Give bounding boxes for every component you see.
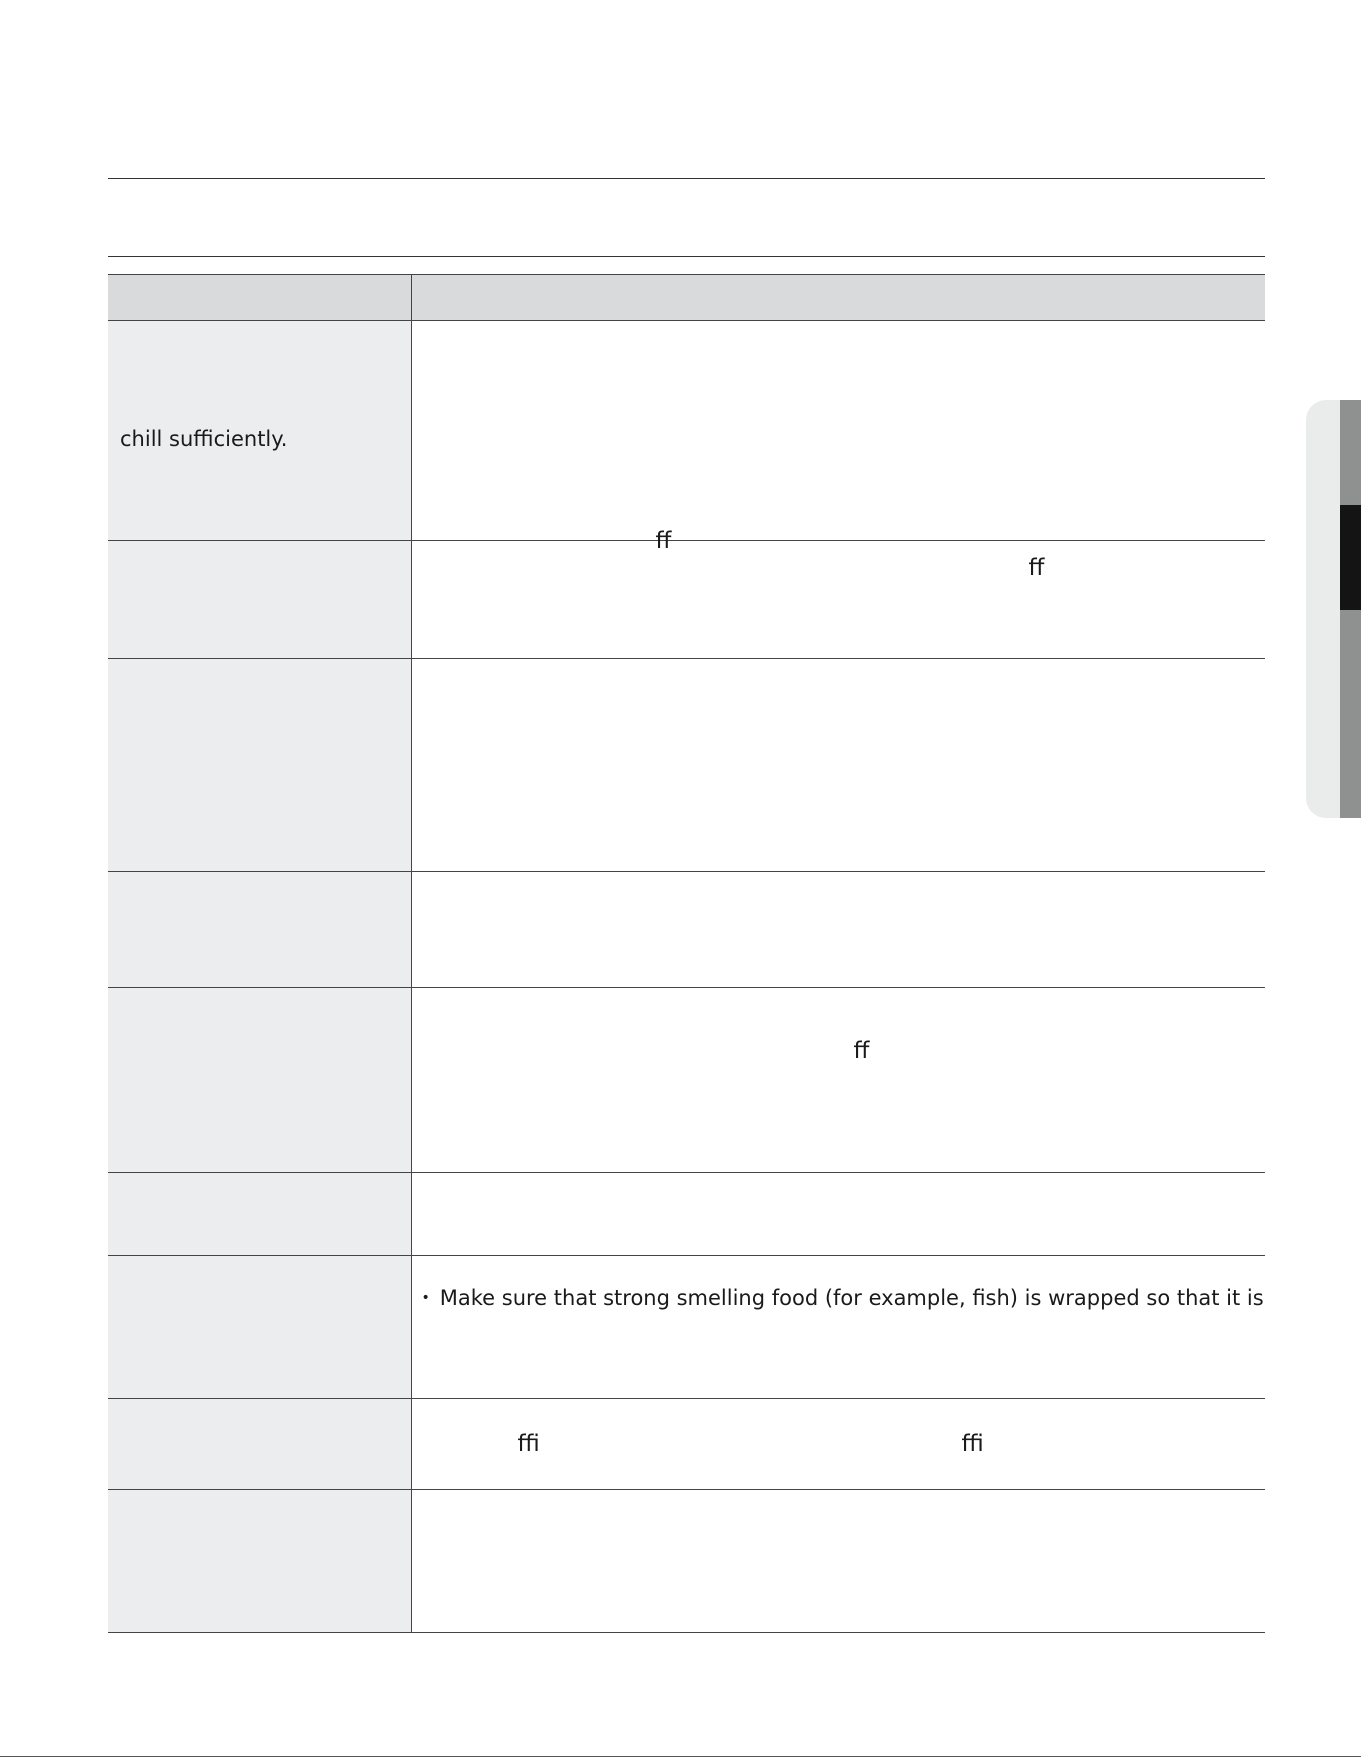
problem-cell — [108, 1399, 411, 1490]
chapter-side-tab — [1306, 400, 1361, 818]
table-header-row — [108, 275, 1265, 321]
solution-cell — [411, 321, 1265, 581]
problem-cell — [108, 1490, 411, 1633]
ligature-glyph: ﬀ — [1028, 555, 1045, 581]
table-row — [108, 1173, 1265, 1256]
problem-cell — [108, 1256, 411, 1399]
header-rule-bottom — [108, 256, 1265, 257]
table-row — [108, 872, 1265, 988]
ligature-glyph: ﬃ — [961, 1431, 984, 1457]
problem-column-header — [108, 275, 411, 321]
solution-cell — [411, 872, 1265, 988]
solution-column-header — [411, 275, 1265, 321]
solution-cell — [411, 1399, 1265, 1490]
solution-text: Make sure that strong smelling food (for example, fish) is wrapped so that it is — [439, 1286, 1264, 1310]
bullet-glyph: • — [421, 1290, 430, 1306]
problem-cell — [108, 1173, 411, 1256]
ligature-glyph: ﬀ — [655, 528, 672, 554]
solution-cell — [411, 988, 1265, 1173]
troubleshooting-table — [108, 274, 1265, 1633]
side-tab-segment — [1340, 400, 1361, 505]
ligature-glyph: ﬃ — [517, 1431, 540, 1457]
page-bottom-rule — [0, 1756, 1361, 1757]
table-row — [108, 659, 1265, 872]
solution-cell — [411, 1173, 1265, 1256]
table-row — [108, 988, 1265, 1173]
problem-cell — [108, 321, 411, 541]
table-row — [108, 321, 1265, 541]
problem-cell — [108, 659, 411, 872]
table-row — [108, 1490, 1265, 1633]
solution-cell — [411, 541, 1265, 659]
table-row — [108, 541, 1265, 659]
problem-cell — [108, 988, 411, 1173]
side-tab-segment — [1340, 610, 1361, 818]
solution-cell — [411, 1256, 1265, 1399]
problem-cell — [108, 872, 411, 988]
ligature-glyph: ﬀ — [853, 1038, 870, 1064]
problem-text: chill sufficiently. — [120, 427, 288, 451]
problem-cell — [108, 541, 411, 659]
solution-bullet-item — [422, 1286, 1264, 1310]
header-rule-top — [108, 178, 1265, 179]
side-tab-segment-active — [1340, 505, 1361, 610]
solution-cell — [411, 1490, 1265, 1633]
table-row — [108, 1399, 1265, 1490]
table-row — [108, 1256, 1265, 1399]
solution-cell — [411, 659, 1265, 872]
